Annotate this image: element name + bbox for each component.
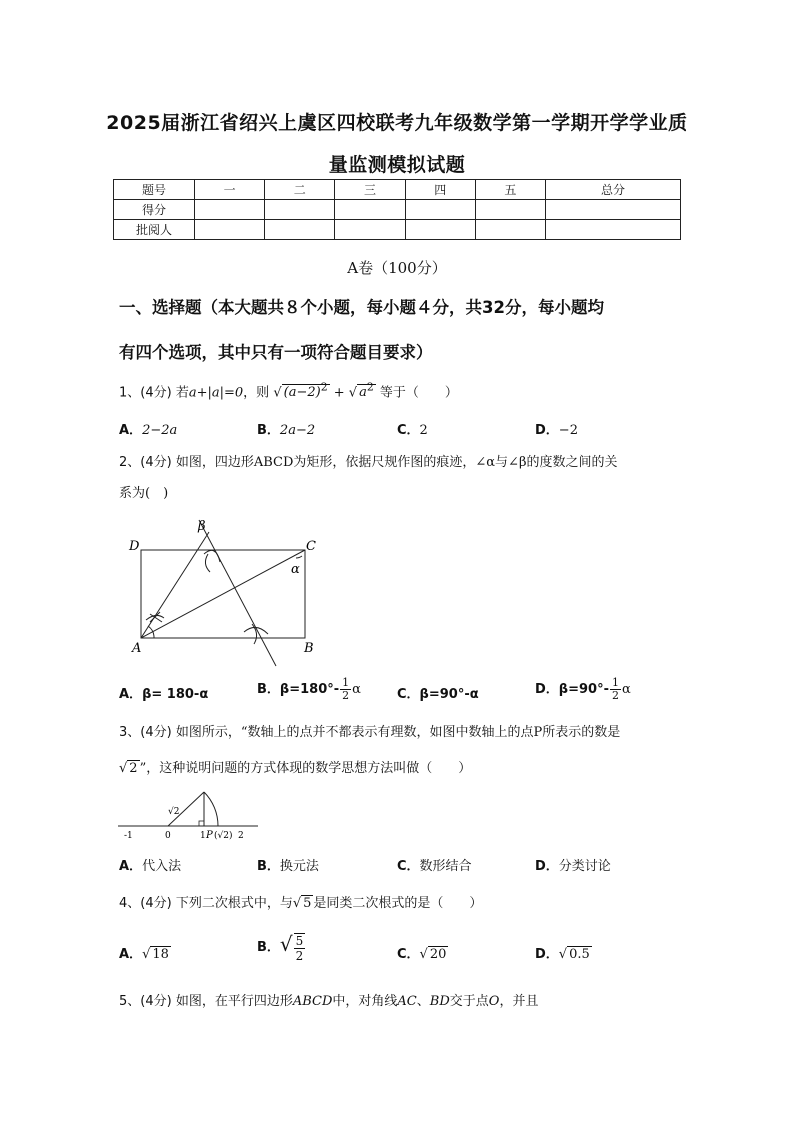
option-d [535, 855, 611, 874]
option-text: 2 [419, 423, 428, 438]
option-d [535, 419, 578, 438]
question-text: ，则 [243, 385, 270, 401]
exponent: 2 [320, 381, 328, 394]
option-text: 2a−2 [279, 423, 316, 438]
option-text: α [621, 682, 631, 697]
option-a [119, 943, 171, 962]
option-text: β=180°- [279, 682, 340, 697]
option-label: D． [535, 859, 559, 874]
denominator: 2 [342, 689, 350, 702]
table-cell: 五 [475, 180, 545, 200]
option-c [397, 855, 472, 874]
radicand: 0.5 [569, 947, 590, 962]
tick-neg1: -1 [124, 831, 133, 841]
table-cell [546, 200, 681, 220]
score-table-row [114, 220, 681, 240]
option-label: A． [119, 423, 143, 438]
table-cell: 批阅人 [114, 220, 195, 240]
paren-open: ( [214, 831, 218, 841]
question-text: 是同类二次根式的是（ ） [313, 896, 483, 911]
math-expression: a+|a|=0 [188, 385, 244, 401]
section-heading-line1: 一、选择题（本大题共８个小题，每小题４分，共32分，每小题均 [119, 298, 604, 317]
option-b [257, 932, 306, 963]
arc-mark [205, 554, 210, 572]
score-table [113, 179, 681, 240]
option-label: C． [397, 423, 420, 438]
table-cell [405, 200, 475, 220]
table-cell: 一 [195, 180, 265, 200]
option-label: D． [535, 947, 559, 962]
p-radicand: 2 [223, 831, 229, 841]
question-text: 如图，四边形ABCD为矩形，依据尺规作图的痕迹，∠α与∠β的度数之间的关 [175, 455, 618, 470]
tick-0: 0 [165, 831, 171, 841]
question-text: ，并且 [499, 994, 539, 1009]
number-line-figure [116, 784, 260, 844]
math-symbol: BD [429, 994, 450, 1009]
exam-title-line1: 2025届浙江省绍兴上虞区四校联考九年级数学第一学期开学学业质 [106, 112, 688, 134]
sqrt-expression: √ $(a-2)^2$ [273, 381, 328, 401]
option-text: 分类讨论 [558, 859, 611, 874]
option-c [397, 683, 479, 702]
math-symbol: AC [397, 994, 417, 1009]
table-cell [335, 200, 405, 220]
volume-heading: A卷（100分） [347, 259, 447, 277]
table-cell [475, 220, 545, 240]
option-text: α [352, 682, 361, 697]
right-angle-mark [199, 821, 204, 826]
option-a [119, 419, 177, 438]
option-a [119, 855, 181, 874]
table-cell: 总分 [546, 180, 681, 200]
question-1 [119, 381, 458, 400]
denominator: 2 [611, 689, 619, 702]
question-text: 如图，在平行四边形 [175, 994, 293, 1009]
table-cell [546, 220, 681, 240]
option-b [257, 419, 315, 438]
angle-arc [296, 556, 302, 558]
question-4 [119, 892, 482, 911]
radicand: 5 [303, 896, 312, 911]
label-a: A [132, 641, 142, 656]
sqrt-expression: √ 18 [142, 947, 169, 962]
option-text: 2−2a [142, 423, 178, 438]
sqrt-expression: √ 0.5 [558, 947, 590, 962]
table-cell: 题号 [114, 180, 195, 200]
option-c [397, 943, 448, 962]
option-label: C． [397, 687, 420, 702]
radicand: 20 [429, 947, 447, 962]
label-alpha: α [291, 562, 300, 577]
tick-2: 2 [238, 831, 244, 841]
question-number: 5、(4分) [119, 994, 172, 1009]
table-cell [265, 200, 335, 220]
option-text: β= 180-α [142, 687, 209, 702]
score-table-row [114, 200, 681, 220]
option-label: B． [257, 682, 280, 697]
exam-title-line2: 量监测模拟试题 [328, 154, 466, 176]
option-d [535, 677, 631, 702]
numerator: 1 [611, 676, 619, 689]
numerator: 5 [295, 933, 304, 948]
option-label: C． [397, 859, 420, 874]
option-text: 代入法 [142, 859, 182, 874]
table-cell [405, 220, 475, 240]
option-text: −2 [558, 423, 578, 438]
table-cell: 四 [405, 180, 475, 200]
question-text: 如图所示，“数轴上的点并不都表示有理数，如图中数轴上的点P所表示的数是 [175, 725, 621, 740]
point-p: P [206, 830, 213, 841]
table-cell: 三 [335, 180, 405, 200]
question-3-line2 [119, 757, 471, 776]
radicand: 2 [129, 761, 138, 776]
math-symbol: O [488, 994, 500, 1009]
exponent: 2 [366, 381, 374, 394]
section-heading [119, 285, 689, 375]
table-cell [195, 220, 265, 240]
table-cell [195, 200, 265, 220]
label-beta: β [198, 519, 206, 534]
option-label: A． [119, 859, 143, 874]
option-b [257, 677, 361, 702]
option-b [257, 855, 319, 874]
angle-arc [148, 626, 154, 638]
fraction [294, 933, 306, 963]
option-label: D． [535, 682, 559, 697]
paren-close: ) [229, 831, 233, 841]
question-2-line2: 系为( ) [119, 486, 169, 501]
plus-sign: + [333, 385, 345, 401]
option-label: C． [397, 947, 420, 962]
question-text: ”，这种说明问题的方式体现的数学思想方法叫做（ ） [139, 761, 472, 776]
score-table-header-row [114, 180, 681, 200]
radicand: (a−2) [283, 385, 321, 401]
question-5 [119, 990, 538, 1009]
option-a [119, 683, 208, 702]
diagonal-ac [141, 550, 305, 638]
hypotenuse-label: √2 [168, 807, 180, 817]
question-text: 、 [416, 994, 430, 1009]
option-label: A． [119, 687, 143, 702]
sqrt-expression: √ 5 [292, 896, 312, 911]
table-cell [265, 220, 335, 240]
sqrt-expression: √ 20 [419, 947, 447, 962]
table-cell: 得分 [114, 200, 195, 220]
option-text: β=90°- [558, 682, 609, 697]
question-number: 1、(4分) [119, 385, 172, 401]
fraction [340, 677, 351, 702]
hypotenuse-radicand: 2 [173, 807, 180, 817]
question-text: 若 [175, 385, 189, 401]
radicand: 18 [152, 947, 169, 962]
compass-arc [204, 792, 218, 826]
tick-1: 1 [200, 831, 206, 841]
label-c: C [306, 539, 316, 554]
sqrt-expression: √ $a^2$ [348, 381, 374, 401]
question-text: 下列二次根式中，与 [175, 896, 293, 911]
table-cell [335, 220, 405, 240]
question-2 [119, 451, 617, 470]
radicand: a [359, 385, 367, 401]
question-text: 交于点 [449, 994, 489, 1009]
table-cell [475, 200, 545, 220]
option-label: A． [119, 947, 143, 962]
question-number: 4、(4分) [119, 896, 172, 911]
fraction [610, 677, 621, 702]
question-text: 中，对角线 [332, 994, 398, 1009]
option-text: 换元法 [279, 859, 319, 874]
option-label: D． [535, 423, 559, 438]
option-label: B． [257, 859, 280, 874]
perpendicular-bisector [199, 520, 276, 666]
question-number: 2、(4分) [119, 455, 172, 470]
option-text: 数形结合 [419, 859, 472, 874]
label-b: B [304, 641, 314, 656]
option-c [397, 419, 428, 438]
question-3 [119, 721, 620, 740]
option-label: B． [257, 940, 280, 955]
question-text: 等于（ ） [379, 385, 458, 401]
point-p-value: (√2) [214, 831, 233, 841]
rectangle-figure [126, 516, 326, 676]
construction-ray [141, 532, 209, 638]
math-symbol: ABCD [292, 994, 333, 1009]
label-d: D [129, 539, 140, 554]
sqrt-expression: √ [279, 932, 293, 956]
option-label: B． [257, 423, 280, 438]
numerator: 1 [342, 676, 350, 689]
table-cell: 二 [265, 180, 335, 200]
question-number: 3、(4分) [119, 725, 172, 740]
denominator: 2 [295, 948, 304, 963]
section-heading-line2: 有四个选项，其中只有一项符合题目要求） [119, 343, 433, 362]
sqrt-expression: √ 2 [119, 761, 138, 776]
option-d [535, 943, 592, 962]
option-text: β=90°-α [419, 687, 479, 702]
